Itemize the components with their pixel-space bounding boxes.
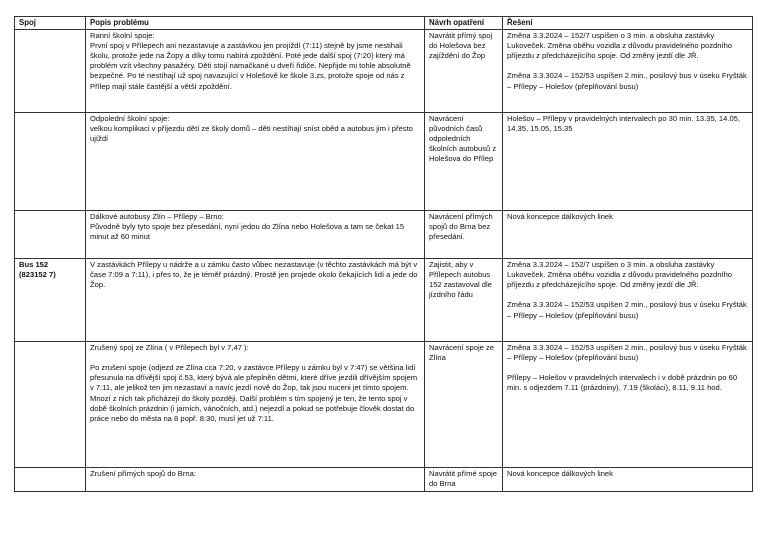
cell-spoj (15, 113, 86, 211)
cell-popis: V zastávkách Přílepy u nádrže a u zámku často vůbec nezastavuje (v těchto zastávkách má být v čase 7:09 a 7:11), i přes to, že je téměř prázdný. Prostě jen projede okolo čekajících lidí a jede do Žop. (86, 259, 425, 342)
cell-spoj (15, 211, 86, 259)
cell-reseni: Holešov – Přílepy v pravidelných intervalech po 30 min. 13.35, 14.05, 14.35, 15.05, 15.35 (503, 113, 753, 211)
problems-table (14, 16, 753, 492)
cell-spoj (15, 468, 86, 492)
cell-navrh: Navrátit přímé spoje do Brna (425, 468, 503, 492)
cell-reseni: Změna 3.3.3024 – 152/53 uspíšen 2 min., posilový bus v úseku Fryšták – Přílepy – Holešov (přeplňování busu) Přílepy – Holešov v pravidelných intervalech i v době prázdnin po 60 min. s odjezdem 7.11 (prázdniny), 7.19 (školáci), 8.11, 9.11 hod. (503, 342, 753, 468)
cell-popis: Odpolední školní spoje: velkou komplikaci v příjezdu dětí ze školy domů – děti nestíhají sníst oběd a autobus jim i přesto ujíždí (86, 113, 425, 211)
header-reseni: Řešení (503, 17, 753, 30)
cell-spoj (15, 342, 86, 468)
cell-reseni: Nová koncepce dálkových linek (503, 211, 753, 259)
header-navrh: Návrh opatření (425, 17, 503, 30)
cell-navrh: Zajistit, aby v Přílepech autobus 152 zastavoval dle jízdního řádu (425, 259, 503, 342)
cell-spoj (15, 30, 86, 113)
cell-popis: Dálkové autobusy Zlín – Přílepy – Brno: Původně byly tyto spoje bez přesedání, nyní jedou do Zlína nebo Holešova a tam se čekat 15 minut až 60 minut (86, 211, 425, 259)
cell-popis: Zrušený spoj ze Zlína ( v Přílepech byl v 7,47 ): Po zrušení spoje (odjezd ze Zlína cca 7:20, v zastávce Přílepy u zámku byl v 7:47) se většina lidí přesunula na dřívější spoj č.53, který bývá ale přeplněn dětmi, které dříve jezdili dřívějším spojem v 7:11, ale jelikož ten jim nezastaví a navíc jezdí nově do Žop, tak jsou nuceni jet tímto spojem. Mnozí z nich tak přicházejí do školy později. Další problém s tím spojený je ten, že tento spoj v době školních prázdnin (i jarních, vánočních, atd.) nejezdí a pokud se potřebuje člověk dostat do práce nebo do města na 8 popř. 8:30, musí jet už 7:11. (86, 342, 425, 468)
table-row (15, 113, 753, 211)
cell-popis: Ranní školní spoje: První spoj v Přílepech ani nezastavuje a zastávkou jen projíždí (7:11) stejně by jsme nestihali školu, protože jede na Žopy a díky tomu nabírá zpoždění. Poté jede další spoj (7:20) který má problém vzít všechny pasažéry. Děti stojí namačkané u dveří řidiče. Nepřijde mi tohle absolutně bezpečné. Po té nestíhají už spoj navazující v Holešově ke škole 3.zs, protože spoje od nás z Přílep mají stále častější a větší zpoždění. (86, 30, 425, 113)
cell-reseni: Změna 3.3.2024 – 152/7 uspíšen o 3 min. a obsluha zastávky Lukoveček. Změna oběhu vozidla z důvodu pravidelného pozdního příjezdu z předcházejícího spoje. Od změny jezdí dle JŘ. Změna 3.3.3024 – 152/53 uspíšen 2 min., posilový bus v úseku Fryšták – Přílepy – Holešov (přeplňování busu) (503, 259, 753, 342)
cell-popis: Zrušení přímých spojů do Brna: (86, 468, 425, 492)
table-row (15, 30, 753, 113)
cell-navrh: Navrácení původních časů odpoledních školních autobusů z Holešova do Přílep (425, 113, 503, 211)
table-row (15, 342, 753, 468)
table-row (15, 468, 753, 492)
cell-navrh: Navrácení přímých spojů do Brna bez přesedání. (425, 211, 503, 259)
cell-reseni: Změna 3.3.2024 – 152/7 uspíšen o 3 min. a obsluha zastávky Lukoveček. Změna oběhu vozidla z důvodu pravidelného pozdního příjezdu z předcházejícího spoje. Od změny jezdí dle JŘ. Změna 3.3.3024 – 152/53 uspíšen 2 min., posilový bus v úseku Fryšták – Přílepy – Holešov (přeplňování busu) (503, 30, 753, 113)
table-row (15, 259, 753, 342)
header-spoj: Spoj (15, 17, 86, 30)
cell-spoj: Bus 152 (823152 7) (15, 259, 86, 342)
cell-reseni: Nová koncepce dálkových linek (503, 468, 753, 492)
header-popis: Popis problému (86, 17, 425, 30)
cell-navrh: Navrácení spoje ze Zlína (425, 342, 503, 468)
table-row (15, 211, 753, 259)
cell-navrh: Navrátit přímý spoj do Holešova bez zajíždění do Žop (425, 30, 503, 113)
table-header-row (15, 17, 753, 30)
